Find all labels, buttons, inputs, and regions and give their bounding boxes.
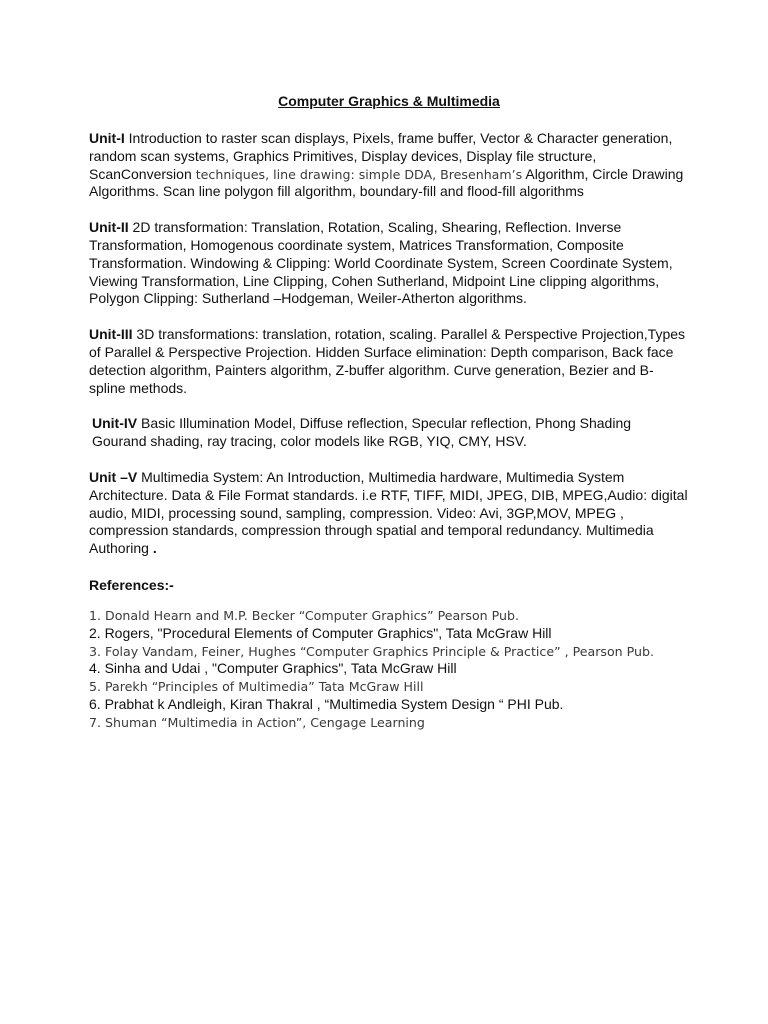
- unit-2-text: 2D transformation: Translation, Rotation, Scaling, Shearing, Reflection. Inverse Transformation, Homogenous coordinate system, Matrices Transformation, Composite Transformation. Windowing & Clipping: World Coordinate System, Screen Coordinate System, Viewing Transformation, Line Clipping, Cohen Sutherland, Midpoint Line clipping algorithms, Polygon Clipping: Sutherland –Hodgeman, Weiler-Atherton algorithms.: [89, 219, 673, 307]
- unit-3-text: 3D transformations: translation, rotation, scaling. Parallel & Perspective Projection,Types of Parallel & Perspective Projection. Hidden Surface elimination: Depth comparison, Back face detection algorithm, Painters algorithm, Z-buffer algorithm. Curve generation, Bezier and B-spline methods.: [89, 326, 686, 396]
- unit-5-label: Unit –V: [89, 468, 138, 485]
- unit-4-text: Basic Illumination Model, Diffuse reflection, Specular reflection, Phong Shading Gourand shading, ray tracing, color models like RGB, YIQ, CMY, HSV.: [92, 415, 632, 450]
- reference-item-3: 3. Folay Vandam, Feiner, Hughes “Computer Graphics Principle & Practice” , Pearson Pub.: [89, 643, 655, 659]
- reference-item-7: 7. Shuman “Multimedia in Action”, Cengage Learning: [89, 714, 425, 730]
- unit-1-paragraph: [89, 130, 689, 201]
- unit-1-label: Unit-I: [89, 130, 125, 146]
- unit-3-label: Unit-III: [89, 326, 133, 343]
- unit-5-paragraph: [89, 469, 689, 558]
- reference-item-6: 6. Prabhat k Andleigh, Kiran Thakral , “Multimedia System Design “ PHI Pub.: [89, 695, 564, 712]
- unit-5-text: Multimedia System: An Introduction, Multimedia hardware, Multimedia System Architecture. Data & File Format standards. i.e RTF, TIFF, MIDI, JPEG, DIB, MPEG,Audio: digital audio, MIDI, processing sound, sampling, compression. Video: Avi, 3GP,MOV, MPEG , compression standards, compression through spatial and temporal redundancy. Multimedia Authoring: [89, 468, 688, 557]
- reference-item-4: 4. Sinha and Udai , "Computer Graphics", Tata McGraw Hill: [89, 660, 457, 677]
- reference-item-2: 2. Rogers, "Procedural Elements of Computer Graphics", Tata McGraw Hill: [89, 624, 552, 641]
- unit-2-label: Unit-II: [89, 219, 129, 236]
- unit-5-end: .: [148, 540, 157, 557]
- reference-item-5: 5. Parekh “Principles of Multimedia” Tata McGraw Hill: [89, 679, 424, 695]
- reference-item-1: 1. Donald Hearn and M.P. Becker “Computer Graphics” Pearson Pub.: [89, 607, 519, 623]
- references-heading: References:-: [89, 576, 174, 593]
- unit-4-paragraph: [89, 415, 689, 451]
- unit-4-label: Unit-IV: [92, 415, 138, 432]
- unit-3-paragraph: [89, 326, 689, 397]
- unit-1-text-c: Algorithm, Circle Drawing Algorithms. Scan line polygon fill algorithm, boundary-fill and flood-fill algorithms: [89, 165, 684, 200]
- document-title: Computer Graphics & Multimedia: [278, 93, 500, 109]
- references-list: [89, 607, 689, 732]
- unit-1-text-a: Introduction to raster scan displays, Pixels, frame buffer, Vector & Character generation, random scan systems, Graphics Primitives, Display devices, Display file structure, ScanConversion: [89, 130, 673, 182]
- unit-1-text-b: techniques, line drawing: simple DDA, Bresenham’s: [191, 166, 523, 182]
- document-page: [89, 92, 689, 732]
- unit-2-paragraph: [89, 219, 689, 308]
